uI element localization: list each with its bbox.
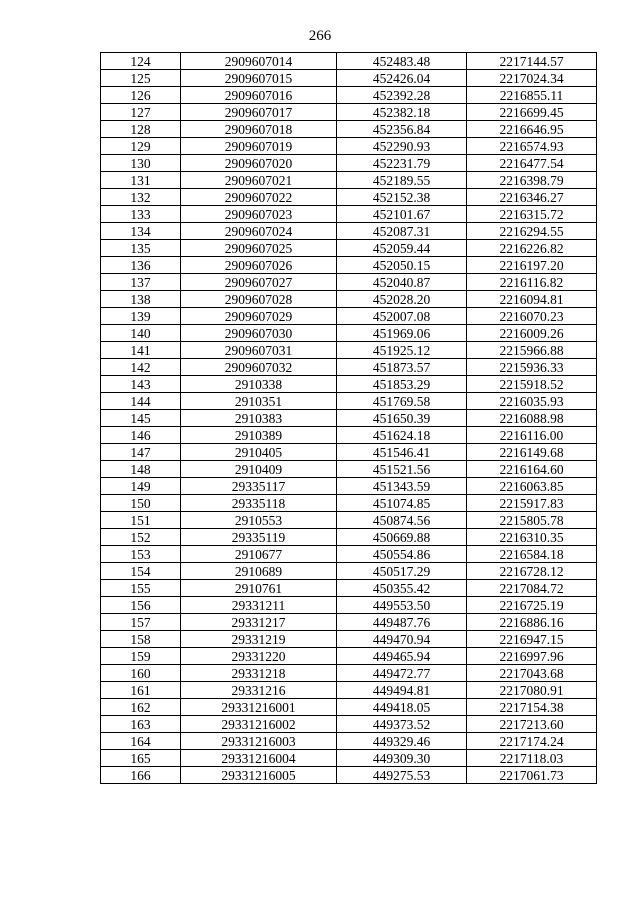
row-number-cell: 132 bbox=[101, 189, 181, 206]
point-id-cell: 2910677 bbox=[181, 546, 337, 563]
row-number-cell: 153 bbox=[101, 546, 181, 563]
y-coordinate-cell: 2216886.16 bbox=[467, 614, 597, 631]
y-coordinate-cell: 2215966.88 bbox=[467, 342, 597, 359]
y-coordinate-cell: 2216164.60 bbox=[467, 461, 597, 478]
row-number-cell: 151 bbox=[101, 512, 181, 529]
point-id-cell: 2909607026 bbox=[181, 257, 337, 274]
row-number-cell: 127 bbox=[101, 104, 181, 121]
y-coordinate-cell: 2217118.03 bbox=[467, 750, 597, 767]
row-number-cell: 142 bbox=[101, 359, 181, 376]
point-id-cell: 2909607025 bbox=[181, 240, 337, 257]
table-row bbox=[101, 631, 597, 648]
y-coordinate-cell: 2216315.72 bbox=[467, 206, 597, 223]
point-id-cell: 2909607032 bbox=[181, 359, 337, 376]
point-id-cell: 29335119 bbox=[181, 529, 337, 546]
x-coordinate-cell: 451925.12 bbox=[337, 342, 467, 359]
row-number-cell: 143 bbox=[101, 376, 181, 393]
point-id-cell: 2909607019 bbox=[181, 138, 337, 155]
point-id-cell: 2909607030 bbox=[181, 325, 337, 342]
point-id-cell: 2910405 bbox=[181, 444, 337, 461]
row-number-cell: 164 bbox=[101, 733, 181, 750]
table-row bbox=[101, 682, 597, 699]
row-number-cell: 141 bbox=[101, 342, 181, 359]
row-number-cell: 131 bbox=[101, 172, 181, 189]
point-id-cell: 2909607021 bbox=[181, 172, 337, 189]
table-row bbox=[101, 342, 597, 359]
table-row bbox=[101, 155, 597, 172]
row-number-cell: 124 bbox=[101, 53, 181, 70]
y-coordinate-cell: 2217174.24 bbox=[467, 733, 597, 750]
x-coordinate-cell: 452152.38 bbox=[337, 189, 467, 206]
y-coordinate-cell: 2216728.12 bbox=[467, 563, 597, 580]
row-number-cell: 133 bbox=[101, 206, 181, 223]
table-row bbox=[101, 189, 597, 206]
y-coordinate-cell: 2217213.60 bbox=[467, 716, 597, 733]
table-row bbox=[101, 665, 597, 682]
row-number-cell: 154 bbox=[101, 563, 181, 580]
point-id-cell: 2909607031 bbox=[181, 342, 337, 359]
point-id-cell: 29331216001 bbox=[181, 699, 337, 716]
y-coordinate-cell: 2216226.82 bbox=[467, 240, 597, 257]
row-number-cell: 137 bbox=[101, 274, 181, 291]
table-row bbox=[101, 648, 597, 665]
y-coordinate-cell: 2216094.81 bbox=[467, 291, 597, 308]
y-coordinate-cell: 2215918.52 bbox=[467, 376, 597, 393]
y-coordinate-cell: 2215805.78 bbox=[467, 512, 597, 529]
y-coordinate-cell: 2215917.83 bbox=[467, 495, 597, 512]
row-number-cell: 129 bbox=[101, 138, 181, 155]
y-coordinate-cell: 2217080.91 bbox=[467, 682, 597, 699]
point-id-cell: 29335118 bbox=[181, 495, 337, 512]
table-row bbox=[101, 87, 597, 104]
y-coordinate-cell: 2216149.68 bbox=[467, 444, 597, 461]
row-number-cell: 138 bbox=[101, 291, 181, 308]
x-coordinate-cell: 449487.76 bbox=[337, 614, 467, 631]
table-row bbox=[101, 240, 597, 257]
point-id-cell: 29331211 bbox=[181, 597, 337, 614]
table-row bbox=[101, 529, 597, 546]
point-id-cell: 2909607017 bbox=[181, 104, 337, 121]
table-row bbox=[101, 478, 597, 495]
y-coordinate-cell: 2216646.95 bbox=[467, 121, 597, 138]
y-coordinate-cell: 2216063.85 bbox=[467, 478, 597, 495]
table-row bbox=[101, 750, 597, 767]
x-coordinate-cell: 450874.56 bbox=[337, 512, 467, 529]
y-coordinate-cell: 2216398.79 bbox=[467, 172, 597, 189]
point-id-cell: 2909607029 bbox=[181, 308, 337, 325]
point-id-cell: 29331216 bbox=[181, 682, 337, 699]
x-coordinate-cell: 451521.56 bbox=[337, 461, 467, 478]
x-coordinate-cell: 452028.20 bbox=[337, 291, 467, 308]
x-coordinate-cell: 451343.59 bbox=[337, 478, 467, 495]
y-coordinate-cell: 2217043.68 bbox=[467, 665, 597, 682]
y-coordinate-cell: 2216035.93 bbox=[467, 393, 597, 410]
row-number-cell: 144 bbox=[101, 393, 181, 410]
point-id-cell: 2909607028 bbox=[181, 291, 337, 308]
point-id-cell: 2910409 bbox=[181, 461, 337, 478]
table-row bbox=[101, 580, 597, 597]
table-row bbox=[101, 291, 597, 308]
x-coordinate-cell: 452050.15 bbox=[337, 257, 467, 274]
point-id-cell: 2910383 bbox=[181, 410, 337, 427]
page-number: 266 bbox=[308, 28, 332, 44]
row-number-cell: 161 bbox=[101, 682, 181, 699]
row-number-cell: 159 bbox=[101, 648, 181, 665]
x-coordinate-cell: 451650.39 bbox=[337, 410, 467, 427]
x-coordinate-cell: 450355.42 bbox=[337, 580, 467, 597]
row-number-cell: 163 bbox=[101, 716, 181, 733]
y-coordinate-cell: 2217061.73 bbox=[467, 767, 597, 784]
y-coordinate-cell: 2216294.55 bbox=[467, 223, 597, 240]
point-id-cell: 2910338 bbox=[181, 376, 337, 393]
x-coordinate-cell: 452392.28 bbox=[337, 87, 467, 104]
point-id-cell: 2910351 bbox=[181, 393, 337, 410]
point-id-cell: 29331216005 bbox=[181, 767, 337, 784]
table-row bbox=[101, 325, 597, 342]
point-id-cell: 2909607015 bbox=[181, 70, 337, 87]
x-coordinate-cell: 450669.88 bbox=[337, 529, 467, 546]
x-coordinate-cell: 449373.52 bbox=[337, 716, 467, 733]
x-coordinate-cell: 451074.85 bbox=[337, 495, 467, 512]
x-coordinate-cell: 449418.05 bbox=[337, 699, 467, 716]
row-number-cell: 128 bbox=[101, 121, 181, 138]
row-number-cell: 147 bbox=[101, 444, 181, 461]
row-number-cell: 150 bbox=[101, 495, 181, 512]
point-id-cell: 29331217 bbox=[181, 614, 337, 631]
table-row bbox=[101, 104, 597, 121]
point-id-cell: 29335117 bbox=[181, 478, 337, 495]
point-id-cell: 29331218 bbox=[181, 665, 337, 682]
x-coordinate-cell: 449329.46 bbox=[337, 733, 467, 750]
table-row bbox=[101, 359, 597, 376]
point-id-cell: 2909607016 bbox=[181, 87, 337, 104]
table-row bbox=[101, 427, 597, 444]
coordinates-table bbox=[100, 52, 597, 784]
y-coordinate-cell: 2216574.93 bbox=[467, 138, 597, 155]
x-coordinate-cell: 452007.08 bbox=[337, 308, 467, 325]
coordinates-table-body bbox=[101, 53, 597, 784]
x-coordinate-cell: 450517.29 bbox=[337, 563, 467, 580]
table-row bbox=[101, 461, 597, 478]
table-row bbox=[101, 563, 597, 580]
y-coordinate-cell: 2216197.20 bbox=[467, 257, 597, 274]
x-coordinate-cell: 449472.77 bbox=[337, 665, 467, 682]
point-id-cell: 2909607014 bbox=[181, 53, 337, 70]
x-coordinate-cell: 449553.50 bbox=[337, 597, 467, 614]
x-coordinate-cell: 452040.87 bbox=[337, 274, 467, 291]
table-row bbox=[101, 733, 597, 750]
table-row bbox=[101, 53, 597, 70]
y-coordinate-cell: 2216310.35 bbox=[467, 529, 597, 546]
table-row bbox=[101, 546, 597, 563]
y-coordinate-cell: 2216855.11 bbox=[467, 87, 597, 104]
table-row bbox=[101, 274, 597, 291]
x-coordinate-cell: 449309.30 bbox=[337, 750, 467, 767]
point-id-cell: 2910689 bbox=[181, 563, 337, 580]
row-number-cell: 126 bbox=[101, 87, 181, 104]
y-coordinate-cell: 2217154.38 bbox=[467, 699, 597, 716]
row-number-cell: 136 bbox=[101, 257, 181, 274]
x-coordinate-cell: 452426.04 bbox=[337, 70, 467, 87]
y-coordinate-cell: 2216477.54 bbox=[467, 155, 597, 172]
row-number-cell: 146 bbox=[101, 427, 181, 444]
y-coordinate-cell: 2217084.72 bbox=[467, 580, 597, 597]
table-row bbox=[101, 257, 597, 274]
row-number-cell: 140 bbox=[101, 325, 181, 342]
row-number-cell: 155 bbox=[101, 580, 181, 597]
x-coordinate-cell: 449465.94 bbox=[337, 648, 467, 665]
row-number-cell: 152 bbox=[101, 529, 181, 546]
point-id-cell: 2910761 bbox=[181, 580, 337, 597]
row-number-cell: 135 bbox=[101, 240, 181, 257]
x-coordinate-cell: 449470.94 bbox=[337, 631, 467, 648]
y-coordinate-cell: 2216584.18 bbox=[467, 546, 597, 563]
table-row bbox=[101, 223, 597, 240]
table-row bbox=[101, 512, 597, 529]
point-id-cell: 29331220 bbox=[181, 648, 337, 665]
table-row bbox=[101, 716, 597, 733]
table-row bbox=[101, 444, 597, 461]
y-coordinate-cell: 2216725.19 bbox=[467, 597, 597, 614]
row-number-cell: 139 bbox=[101, 308, 181, 325]
x-coordinate-cell: 452483.48 bbox=[337, 53, 467, 70]
row-number-cell: 134 bbox=[101, 223, 181, 240]
row-number-cell: 148 bbox=[101, 461, 181, 478]
x-coordinate-cell: 452059.44 bbox=[337, 240, 467, 257]
point-id-cell: 29331216004 bbox=[181, 750, 337, 767]
row-number-cell: 166 bbox=[101, 767, 181, 784]
table-row bbox=[101, 410, 597, 427]
point-id-cell: 2909607027 bbox=[181, 274, 337, 291]
table-row bbox=[101, 70, 597, 87]
point-id-cell: 2909607020 bbox=[181, 155, 337, 172]
y-coordinate-cell: 2216116.82 bbox=[467, 274, 597, 291]
x-coordinate-cell: 449494.81 bbox=[337, 682, 467, 699]
table-row bbox=[101, 614, 597, 631]
y-coordinate-cell: 2216070.23 bbox=[467, 308, 597, 325]
row-number-cell: 130 bbox=[101, 155, 181, 172]
table-row bbox=[101, 495, 597, 512]
point-id-cell: 2909607018 bbox=[181, 121, 337, 138]
row-number-cell: 157 bbox=[101, 614, 181, 631]
point-id-cell: 2910553 bbox=[181, 512, 337, 529]
table-row bbox=[101, 172, 597, 189]
point-id-cell: 2909607023 bbox=[181, 206, 337, 223]
y-coordinate-cell: 2217144.57 bbox=[467, 53, 597, 70]
row-number-cell: 149 bbox=[101, 478, 181, 495]
y-coordinate-cell: 2216997.96 bbox=[467, 648, 597, 665]
y-coordinate-cell: 2216947.15 bbox=[467, 631, 597, 648]
row-number-cell: 165 bbox=[101, 750, 181, 767]
y-coordinate-cell: 2216346.27 bbox=[467, 189, 597, 206]
x-coordinate-cell: 449275.53 bbox=[337, 767, 467, 784]
x-coordinate-cell: 451624.18 bbox=[337, 427, 467, 444]
x-coordinate-cell: 452101.67 bbox=[337, 206, 467, 223]
row-number-cell: 158 bbox=[101, 631, 181, 648]
x-coordinate-cell: 452231.79 bbox=[337, 155, 467, 172]
row-number-cell: 156 bbox=[101, 597, 181, 614]
y-coordinate-cell: 2216009.26 bbox=[467, 325, 597, 342]
table-row bbox=[101, 393, 597, 410]
x-coordinate-cell: 452382.18 bbox=[337, 104, 467, 121]
row-number-cell: 145 bbox=[101, 410, 181, 427]
x-coordinate-cell: 450554.86 bbox=[337, 546, 467, 563]
table-row bbox=[101, 597, 597, 614]
x-coordinate-cell: 451873.57 bbox=[337, 359, 467, 376]
x-coordinate-cell: 451969.06 bbox=[337, 325, 467, 342]
table-row bbox=[101, 121, 597, 138]
x-coordinate-cell: 452356.84 bbox=[337, 121, 467, 138]
x-coordinate-cell: 452290.93 bbox=[337, 138, 467, 155]
y-coordinate-cell: 2216699.45 bbox=[467, 104, 597, 121]
row-number-cell: 160 bbox=[101, 665, 181, 682]
y-coordinate-cell: 2216116.00 bbox=[467, 427, 597, 444]
table-row bbox=[101, 206, 597, 223]
x-coordinate-cell: 452189.55 bbox=[337, 172, 467, 189]
table-row bbox=[101, 699, 597, 716]
table-row bbox=[101, 767, 597, 784]
point-id-cell: 2910389 bbox=[181, 427, 337, 444]
x-coordinate-cell: 452087.31 bbox=[337, 223, 467, 240]
y-coordinate-cell: 2217024.34 bbox=[467, 70, 597, 87]
point-id-cell: 29331216003 bbox=[181, 733, 337, 750]
x-coordinate-cell: 451546.41 bbox=[337, 444, 467, 461]
table-row bbox=[101, 308, 597, 325]
point-id-cell: 2909607022 bbox=[181, 189, 337, 206]
y-coordinate-cell: 2216088.98 bbox=[467, 410, 597, 427]
row-number-cell: 125 bbox=[101, 70, 181, 87]
table-row bbox=[101, 138, 597, 155]
row-number-cell: 162 bbox=[101, 699, 181, 716]
x-coordinate-cell: 451769.58 bbox=[337, 393, 467, 410]
y-coordinate-cell: 2215936.33 bbox=[467, 359, 597, 376]
table-row bbox=[101, 376, 597, 393]
point-id-cell: 29331219 bbox=[181, 631, 337, 648]
point-id-cell: 29331216002 bbox=[181, 716, 337, 733]
x-coordinate-cell: 451853.29 bbox=[337, 376, 467, 393]
point-id-cell: 2909607024 bbox=[181, 223, 337, 240]
